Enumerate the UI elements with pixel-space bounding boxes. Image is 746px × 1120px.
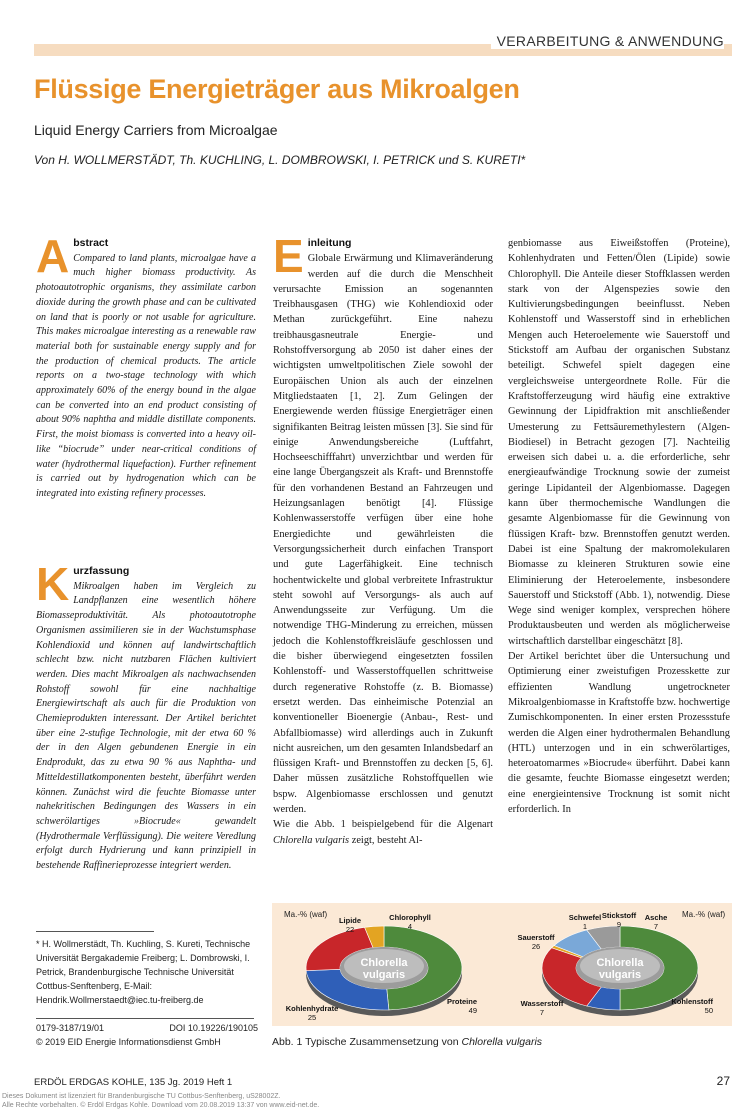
abstract-section [36,230,256,502]
label-proteine: Proteine [446,997,477,1006]
center-label-line-1: Chlorella [596,957,644,969]
footnote-rule [36,931,154,932]
einleitung-paragraph-2 [273,817,493,848]
download-note-line-1: Dieses Dokument ist lizenziert für Brandenburgische TU Cottbus-Senftenberg, uS28002Z. [2,1093,281,1100]
label-kohlenhydrate: Kohlenhydrate [285,1004,339,1013]
species-name: Chlorella vulgaris [273,834,350,846]
value-lipide: 22 [345,925,355,934]
label-stickstoff: Stickstoff [601,911,637,920]
value-kohlenhydrate: 25 [307,1013,317,1022]
abstract-heading: bstract [73,237,109,249]
label-schwefel: Schwefel [568,913,602,922]
einleitung-p2-end: zeigt, besteht Al- [349,834,423,846]
value-schwefel: 1 [582,922,588,931]
value-proteine: 49 [468,1006,477,1015]
article-title: Flüssige Energieträger aus Mikroalgen [34,74,520,104]
pie-chart-components [286,913,477,1022]
pie-chart-elements [517,911,713,1017]
kurzfassung-section [36,558,256,874]
einleitung-heading: inleitung [307,237,352,249]
kurzfassung-text: Mikroalgen haben im Vergleich zu Landpflanzen eine wesentlich höhere Biomasseproduktivität. Als photoautotrophe Organismen assimilieren sie in der Wachstumsphase Kohlendioxid und können auf landwirtschaftlich schlecht bzw. nicht nutzbaren Flächen kultiviert werden. Dies macht Mikroalgen als nachwachsenden Rohstoff sowohl für eine nachhaltige Energiewirtschaft als auch für die Produktion von Chemieprodukten interessant. Der Artikel berichtet über eine 2-stufige Technologie, mit der etwa 60 % der in den Algen gebundenen Energie in ein Endprodukt, das zu etwa 90 % aus Naphtha- und Mitteldestillatkomponenten besteht, überführt werden können. Zunächst wird die feuchte Biomasse unter nahekritischen Bedingungen des Wassers in ein schweröl​artiges »Biocrude« gewandelt (Hydrothermale Verflüssigung). Die weitere Veredlung erfolgt durch Hydrierung und kann prinzipiell in bestehende Raffinerieprozesse integriert werden. [36,580,256,872]
figure-caption [272,1036,542,1048]
page-number: 27 [716,1074,730,1088]
right-paragraph-1: genbiomasse aus Eiweißstoffen (Proteine), Kohlenhydraten und Fetten/Ölen (Lipide) sowie Chlorophyll. Die Anteile dieser Stoffklassen werden stark von der Algenspezies sowie den Kultivierungsbedingungen beeinflusst. Neben Kohlenstoff und Wasserstoff sind in erheblichen Mengen auch Heteroelemente wie Sauerstoff und Stickstoff am Aufbau der organischen Substanz beteiligt. Schwefel spielt dagegen eine vergleichsweise untergeordnete Rolle. Für die Kraftstofferzeugung wird häufig eine extraktive Gewinnung der Lipidfraktion mit anschließender Umesterung zu Fettsäuremethylestern (Algen-Biodiesel) in Betracht gezogen [7]. Nachteilig erweisen sich dabei u. a. die erforderliche, sehr energieaufwändige Trocknung sowie der zumeist geringe Lipidanteil der Algenbiomasse. Dagegen kann über thermochemische Wandlungen die gesamte Algenbiomasse für die Gewinnung von flüssigen Kraft- bzw. Brennstoffen genutzt werden. Dabei ist eine Spaltung der makromolekularen Biomasse zu kleineren Strukturen sowie eine Eliminierung der Heteroelemente, insbesondere Sauerstoff und Stickstoff (Abb. 1), notwendig. Diese Wege sind weniger komplex, versprechen höhere Produktausbeuten und werden als möglicherweise wirtschaftlich darstellbar eingeschätzt [8]. [508,238,730,647]
label-kohlenstoff: Kohlenstoff [671,997,713,1006]
label-sauerstoff: Sauerstoff [517,933,555,942]
right-unit-label: Ma.-% (waf) [682,910,726,919]
article-subtitle: Liquid Energy Carriers from Microalgae [34,122,278,138]
kurzfassung-dropcap: K [36,558,70,610]
einleitung-section [273,230,493,848]
download-note-line-2: Alle Rechte vorbehalten. © Erdöl Erdgas Kohle. Download vom 20.08.2019 13:37 von www.eid-net.de. [2,1101,320,1109]
value-kohlenstoff: 50 [704,1006,713,1015]
abstract-dropcap: A [36,230,70,282]
center-label-line-2: vulgaris [362,969,406,981]
copyright: © 2019 EID Energie Informationsdienst GmbH [36,1037,221,1047]
value-stickstoff: 9 [616,920,622,929]
label-lipide: Lipide [338,916,362,925]
value-wasserstoff: 7 [539,1008,545,1017]
figure-1 [272,903,732,1026]
abstract-text: Compared to land plants, microalgae have a much higher biomass productivity. As photoautotrophic organisms, they assimilate carbon dioxide during the growth phase and can be cultivated on land that is poorly or not usable for agriculture. This makes microalgae interesting as a renewable raw material both for sustainable energy supply and for the production of chemical products. The article reports on a two-stage technology with which approximately 60% of the energy bound in the algae can be converted into an end product consisting of about 90% naphtha and middle distillate components. First, the moist biomass is converted into a heavy oil-like “biocrude” under near-critical conditions of water (hydrothermal liquefaction). Further refinement is carried out by hydrogenation which can be integrated into existing refinery processes. [36,252,256,499]
value-chlorophyll: 4 [407,922,413,931]
label-asche: Asche [644,913,668,922]
center-label-line-1: Chlorella [360,957,408,969]
right-column [508,236,730,817]
caption-species: Chlorella vulgaris [461,1036,543,1048]
label-chlorophyll: Chlorophyll [389,913,431,922]
value-sauerstoff: 26 [531,942,541,951]
center-label-line-2: vulgaris [598,969,642,981]
caption-prefix: Abb. 1 Typische Zusammensetzung von [272,1036,462,1048]
left-unit-label: Ma.-% (waf) [284,910,328,919]
composition-charts [272,903,732,1026]
einleitung-dropcap: E [273,230,304,282]
issn: 0179-3187/19/01 [36,1023,105,1033]
author-line: Von H. WOLLMERSTÄDT, Th. KUCHLING, L. DOMBROWSKI, I. PETRICK und S. KURETI* [34,153,526,167]
author-footnote: * H. Wollmerstädt, Th. Kuchling, S. Kureti, Technische Universität Bergakademie Freiberg; L. Dombrowski, I. Petrick, Brandenburgische Technische Universität Cottbus-Senftenberg, E-Mail: Hendrik.Wollmerstaedt@iec.tu-freiberg.de [36,939,251,1005]
issn-rule [36,1018,254,1019]
right-paragraph-2: Der Artikel berichtet über die Untersuchung und Optimierung einer zweistufigen Prozesskette zur effizienten Wandlung ungetrockneter Mikroalgenbiomasse in Kraftstoffe bzw. hochwertige Zumischkomponenten. In einer ersten Prozessstufe werden die Algen einer hydrothermalen Behandlung (HTL) unterzogen und in ein schwerölartiges, heteroatomarmes »Biocrude« überführt. Dabei kann die gesamte, feuchte Biomasse eingesetzt werden; eine energieintensive Trocknung ist somit nicht erforderlich. In [508,651,730,815]
einleitung-paragraph-1: Globale Erwärmung und Klimaveränderung werden auf die durch die Menschheit verursachte Emission an sogenannten Treibhausgasen (THG) wie Kohlendioxid oder Methan zurückgeführt. Eine nahezu treibhausgasneutrale Energie- und Rohstoffversorgung ab 2050 ist daher eines der wichtigsten umweltpolitischen Ziele sowohl der Europäischen Union als auch der einzelnen Mitgliedstaaten [1, 2]. Zum Gelingen der Energiewende werden flüssige Energieträger einen signifikanten Beitrag leisten müssen [3]. Sie sind für einige Anwendungsbereiche (Luftfahrt, Hochseeschifffahrt) unverzichtbar und werden für eine lange Übergangszeit als Kraft- und Brennstoffe für den vorhandenen Bestand an Fahrzeugen und Heizungsanlagen benötigt [4]. Flüssige Kohlenwasserstoffe verfügen über eine hohe Energiedichte und gewährleisten die Versorgungssicherheit durch einfachen Transport und gute Lagerfähigkeit. Eine technisch hochentwickelte und global verbreitete Infrastruktur steht sowohl auf Versorgungs- als auch auf Anwendungsseite zur Verfügung. Um die notwendige THG-Minderung zu erreichen, müssen jedoch die Kohlenstoffkreisläufe geschlossen und die bisher überwiegend eingesetzten fossilen Kohlenstoff- und Wasserstoffquellen schrittweise durch regenerative Rohstoffe (z. B. Biomasse) ersetzt werden. Das einheimische Potenzial an konventioneller Bioenergie (Anbau-, Rest- und Abfallbiomasse) wird allerdings auch in Zukunft nicht ausreichen, um den gesamten Inlandsbedarf an flüssigen Kraft- und Brennstoffen zu decken [5, 6]. Daher müssen zusätzliche Rohstoffquellen wie bspw. Algenbiomasse erschlossen und genutzt werden. [273,253,493,815]
kurzfassung-heading: urzfassung [73,565,130,577]
doi: DOI 10.19226/190105 [169,1023,258,1033]
einleitung-p2-start: Wie die Abb. 1 beispielgebend für die Algenart [273,819,493,831]
label-wasserstoff: Wasserstoff [520,999,564,1008]
download-note [2,1093,319,1110]
journal-footer: ERDÖL ERDGAS KOHLE, 135 Jg. 2019 Heft 1 [34,1077,233,1088]
value-asche: 7 [653,922,659,931]
section-label: VERARBEITUNG & ANWENDUNG [491,33,724,49]
publication-info [36,1021,258,1049]
